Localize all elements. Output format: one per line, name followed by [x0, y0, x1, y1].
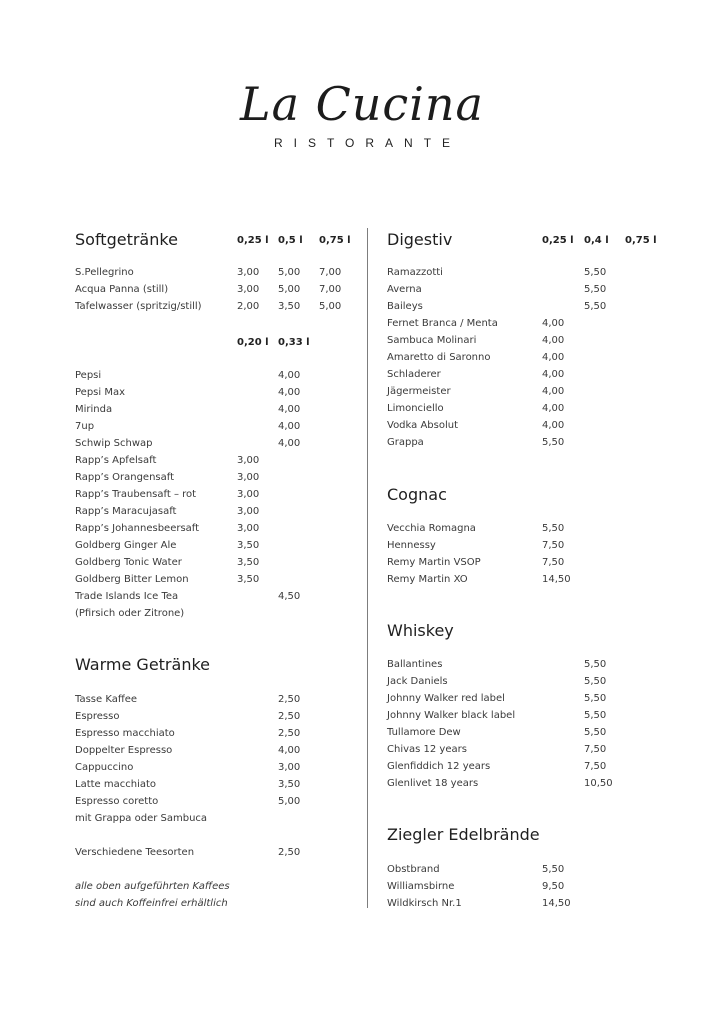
menu-item-price: 3,50: [237, 540, 260, 551]
menu-item-name: Espresso coretto: [75, 796, 159, 807]
menu-item-name: Ramazzotti: [387, 267, 443, 278]
menu-item-price: 3,50: [237, 574, 260, 585]
menu-item-price: 14,50: [542, 574, 571, 585]
menu-item-price: 2,50: [278, 728, 301, 739]
menu-item-price: 5,00: [278, 796, 301, 807]
menu-item-price: 5,00: [278, 267, 301, 278]
menu-item-name: Rapp’s Apfelsaft: [75, 455, 157, 466]
menu-item-price: 5,00: [319, 301, 342, 312]
section-title-cognac: Cognac: [387, 485, 447, 504]
menu-item-price: 4,00: [278, 370, 301, 381]
menu-item-price: 5,50: [584, 676, 607, 687]
menu-item-price: 4,50: [278, 591, 301, 602]
menu-item-price: 3,00: [237, 489, 260, 500]
menu-item-price: 4,00: [542, 403, 565, 414]
menu-item-name: Jägermeister: [387, 386, 451, 397]
menu-item-price: 3,50: [278, 779, 301, 790]
size-header: 0,75 l: [625, 235, 657, 246]
size-header: 0,20 l: [237, 337, 269, 348]
menu-item-name: 7up: [75, 421, 95, 432]
menu-item-name: Rapp’s Johannesbeersaft: [75, 523, 200, 534]
menu-item-price: 5,50: [584, 727, 607, 738]
logo-subtitle: RISTORANTE: [273, 136, 462, 150]
size-header: 0,5 l: [278, 235, 303, 246]
menu-item-price: 7,50: [542, 540, 565, 551]
menu-item-name: Remy Martin XO: [387, 574, 468, 585]
menu-item-name: Rapp’s Orangensaft: [75, 472, 175, 483]
menu-item-name: Espresso macchiato: [75, 728, 175, 739]
menu-item-price: 5,50: [584, 301, 607, 312]
menu-item-price: 7,00: [319, 267, 342, 278]
menu-item-name: Tasse Kaffee: [75, 694, 138, 705]
menu-item-price: 5,00: [278, 284, 301, 295]
section-title-whiskey: Whiskey: [387, 621, 454, 640]
menu-item-price: 5,50: [584, 284, 607, 295]
menu-item-price: 4,00: [278, 387, 301, 398]
menu-item-price: 4,00: [542, 386, 565, 397]
size-header: 0,25 l: [237, 235, 269, 246]
section-title-warm-drinks: Warme Getränke: [75, 655, 210, 674]
restaurant-logo: [0, 76, 724, 150]
menu-item-name: Vecchia Romagna: [387, 523, 476, 534]
logo-title: La Cucina: [240, 77, 484, 131]
decaf-note: alle oben aufgeführten Kaffees: [75, 881, 230, 892]
menu-item-price: 4,00: [542, 352, 565, 363]
menu-item-name: Tullamore Dew: [387, 727, 461, 738]
section-title-softdrinks: Softgetränke: [75, 230, 178, 249]
size-header: 0,33 l: [278, 337, 310, 348]
menu-item-price: 7,50: [584, 761, 607, 772]
menu-item-price: 2,50: [278, 711, 301, 722]
menu-item-name: Goldberg Tonic Water: [75, 557, 182, 568]
menu-item-price: 4,00: [542, 369, 565, 380]
menu-item-price: 2,50: [278, 847, 301, 858]
menu-item-price: 3,50: [278, 301, 301, 312]
menu-item-price: 3,00: [237, 523, 260, 534]
menu-item-name: Verschiedene Teesorten: [75, 847, 195, 858]
menu-item-name: Ballantines: [387, 659, 443, 670]
menu-item-name: Chivas 12 years: [387, 744, 467, 755]
menu-item-price: 4,00: [278, 745, 301, 756]
menu-item-price: 4,00: [278, 421, 301, 432]
menu-item-name: Goldberg Bitter Lemon: [75, 574, 189, 585]
menu-item-price: 4,00: [542, 318, 565, 329]
menu-item-name: Sambuca Molinari: [387, 335, 477, 346]
menu-item-name: Grappa: [387, 437, 424, 448]
menu-item-name: Fernet Branca / Menta: [387, 318, 498, 329]
menu-item-price: 4,00: [278, 404, 301, 415]
size-header: 0,75 l: [319, 235, 351, 246]
menu-item-name: Pepsi: [75, 370, 102, 381]
section-title-ziegler: Ziegler Edelbrände: [387, 825, 540, 844]
size-header: 0,25 l: [542, 235, 574, 246]
menu-item-name: Hennessy: [387, 540, 436, 551]
menu-item-name: Averna: [387, 284, 422, 295]
menu-item-price: 3,00: [237, 455, 260, 466]
menu-item-name: Latte macchiato: [75, 779, 157, 790]
column-divider: [367, 228, 368, 908]
menu-item-price: 2,50: [278, 694, 301, 705]
menu-item-name: Rapp’s Traubensaft – rot: [75, 489, 197, 500]
menu-item-name: Baileys: [387, 301, 423, 312]
menu-item-name: Goldberg Ginger Ale: [75, 540, 177, 551]
menu-item-name: Obstbrand: [387, 864, 440, 875]
menu-item-name: Amaretto di Saronno: [387, 352, 491, 363]
section-title-digestiv: Digestiv: [387, 230, 453, 249]
menu-item-name: Mirinda: [75, 404, 113, 415]
menu-item-name: Glenfiddich 12 years: [387, 761, 491, 772]
menu-item-price: 4,00: [278, 438, 301, 449]
menu-item-name: Trade Islands Ice Tea: [75, 591, 179, 602]
menu-item-price: 4,00: [542, 335, 565, 346]
menu-item-price: 3,00: [278, 762, 301, 773]
menu-item-price: 7,50: [584, 744, 607, 755]
menu-item-price: 14,50: [542, 898, 571, 909]
menu-item-price: 4,00: [542, 420, 565, 431]
menu-item-name: Acqua Panna (still): [75, 284, 169, 295]
menu-item-name: Limonciello: [387, 403, 444, 414]
menu-item-name: Glenlivet 18 years: [387, 778, 479, 789]
menu-item-name: Williamsbirne: [387, 881, 455, 892]
menu-item-name: mit Grappa oder Sambuca: [75, 813, 208, 824]
menu-item-price: 2,00: [237, 301, 260, 312]
menu-item-name: Wildkirsch Nr.1: [387, 898, 462, 909]
size-header: 0,4 l: [584, 235, 609, 246]
menu-item-price: 5,50: [584, 693, 607, 704]
menu-item-price: 7,00: [319, 284, 342, 295]
menu-item-price: 3,00: [237, 284, 260, 295]
menu-item-price: 5,50: [584, 710, 607, 721]
menu-item-name: Cappuccino: [75, 762, 134, 773]
menu-item-name: Tafelwasser (spritzig/still): [75, 301, 202, 312]
menu-item-price: 9,50: [542, 881, 565, 892]
menu-item-price: 5,50: [542, 437, 565, 448]
menu-item-price: 3,50: [237, 557, 260, 568]
menu-item-name: Doppelter Espresso: [75, 745, 173, 756]
menu-item-name: Pepsi Max: [75, 387, 126, 398]
menu-item-price: 5,50: [542, 864, 565, 875]
decaf-note: sind auch Koffeinfrei erhältlich: [75, 898, 228, 909]
menu-item-price: 3,00: [237, 267, 260, 278]
menu-item-name: Rapp’s Maracujasaft: [75, 506, 177, 517]
menu-item-name: Schladerer: [387, 369, 441, 380]
menu-item-name: Espresso: [75, 711, 120, 722]
menu-item-price: 5,50: [542, 523, 565, 534]
menu-item-name: Johnny Walker red label: [387, 693, 505, 704]
menu-item-price: 10,50: [584, 778, 613, 789]
menu-item-price: 5,50: [584, 659, 607, 670]
menu-item-price: 7,50: [542, 557, 565, 568]
menu-item-name: Schwip Schwap: [75, 438, 153, 449]
menu-item-name: Remy Martin VSOP: [387, 557, 481, 568]
menu-item-price: 3,00: [237, 472, 260, 483]
menu-item-price: 5,50: [584, 267, 607, 278]
menu-item-name: Johnny Walker black label: [387, 710, 516, 721]
menu-item-name: Jack Daniels: [387, 676, 448, 687]
menu-item-name: Vodka Absolut: [387, 420, 459, 431]
menu-item-name: (Pfirsich oder Zitrone): [75, 608, 185, 619]
menu-item-price: 3,00: [237, 506, 260, 517]
menu-item-name: S.Pellegrino: [75, 267, 134, 278]
